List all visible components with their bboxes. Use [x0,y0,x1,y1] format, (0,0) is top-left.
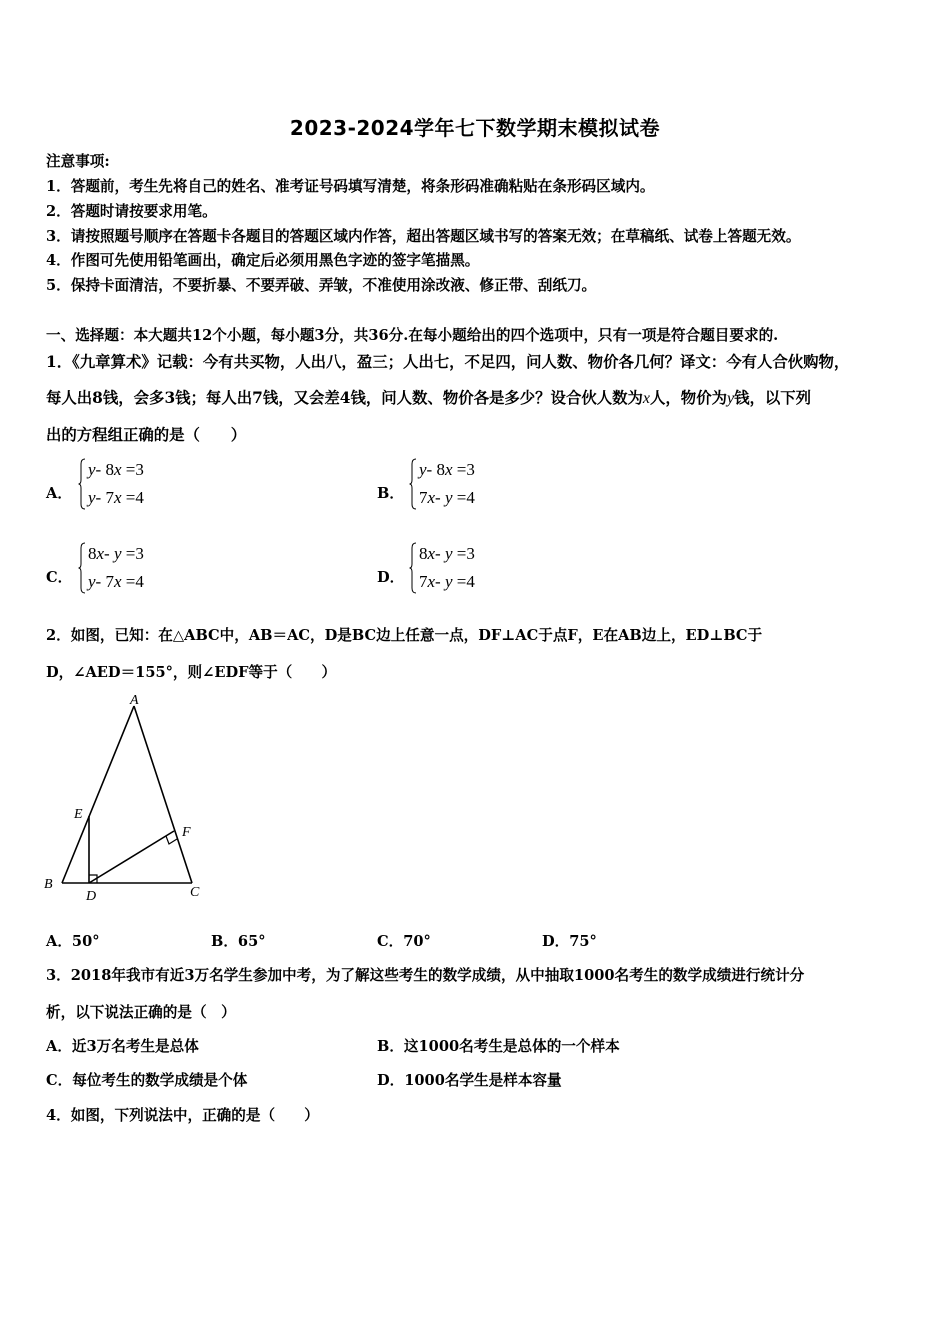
q3-stem-line2: 析，以下说法正确的是（ ） [46,1004,236,1021]
q1-option-a-system[interactable] [78,456,198,512]
q1-option-c-system[interactable] [78,540,198,596]
point-label-f: F [182,825,191,840]
equation: 7x- y =4 [419,572,475,591]
q2-option-b[interactable]: B．65° [211,933,266,950]
notice-item: 5．保持卡面清洁，不要折暴、不要弄破、弄皱，不准使用涂改液、修正带、刮纸刀。 [46,277,597,294]
q1-stem-line2 [46,388,811,409]
q2-stem-line1: 2．如图，已知：在△ABC中，AB＝AC，D是BC边上任意一点，DF⊥AC于点F，E在AB边上，ED⊥BC于 [46,627,763,644]
brace-icon [409,542,417,594]
point-label-c: C [190,885,200,900]
q1-option-d-system[interactable] [409,540,529,596]
equation: 8x- y =3 [88,544,144,563]
q1-text: 每人出8钱，会多3钱；每人出7钱，又会差4钱，问人数、物价各是多少？设合伙人数为 [46,389,643,407]
q2-triangle-figure [40,692,220,912]
q3-stem-line1: 3．2018年我市有近3万名学生参加中考，为了解这些考生的数学成绩，从中抽取1000名考生的数学成绩进行统计分 [46,967,805,984]
brace-icon [409,458,417,510]
q1-option-b-system[interactable] [409,456,529,512]
point-label-b: B [44,877,53,892]
q1-option-d-label[interactable]: D． [377,569,405,586]
equation: y- 8x =3 [88,460,144,479]
page-title: 2023-2024学年七下数学期末模拟试卷 [289,116,661,140]
section-heading: 一、选择题：本大题共12个小题，每小题3分，共36分.在每小题给出的四个选项中，只有一项是符合题目要求的. [46,327,779,344]
q4-stem-line1: 4．如图，下列说法中，正确的是（ ） [46,1107,319,1124]
q1-var-x: x [642,390,651,407]
q1-option-b-label[interactable]: B． [377,485,404,502]
notice-item: 2．答题时请按要求用笔。 [46,203,217,220]
point-label-e: E [74,807,83,822]
notice-item: 1．答题前，考生先将自己的姓名、准考证号码填写清楚，将条形码准确粘贴在条形码区域内。 [46,178,655,195]
q2-option-d[interactable]: D．75° [542,933,597,950]
equation: y- 7x =4 [88,488,144,507]
equation: y- 8x =3 [419,460,475,479]
segment-ab [62,706,134,883]
right-angle-f [166,836,177,844]
segment-df [89,831,174,883]
brace-icon [78,458,86,510]
q2-option-a[interactable]: A．50° [46,933,100,950]
notice-item: 3．请按照题号顺序在答题卡各题目的答题区域内作答，超出答题区域书写的答案无效；在草稿纸、试卷上答题无效。 [46,228,801,245]
q1-stem-line3: 出的方程组正确的是（ ） [46,426,247,444]
q3-option-d[interactable]: D．1000名学生是样本容量 [377,1072,562,1089]
q1-var-y: y [726,390,735,407]
q1-text: 钱，以下列 [734,389,812,407]
notice-item: 4．作图可先使用铅笔画出，确定后必须用黑色字迹的签字笔描黑。 [46,252,480,269]
q2-stem-line2: D，∠AED＝155°，则∠EDF等于（ ） [46,664,337,681]
q2-option-c[interactable]: C．70° [377,933,431,950]
q1-option-c-label[interactable]: C． [46,569,73,586]
equation: y- 7x =4 [88,572,144,591]
q3-option-c[interactable]: C．每位考生的数学成绩是个体 [46,1072,248,1089]
point-label-a: A [130,693,139,708]
brace-icon [78,542,86,594]
q3-option-b[interactable]: B．这1000名考生是总体的一个样本 [377,1038,620,1055]
notice-heading: 注意事项: [46,153,110,170]
equation: 8x- y =3 [419,544,475,563]
q1-stem-line1: 1．《九章算术》记载：今有共买物，人出八，盈三；人出七，不足四，问人数、物价各几何？译文：今有人合伙购物， [46,353,850,371]
q1-text: 人，物价为 [650,389,727,407]
q1-option-a-label[interactable]: A． [46,485,72,502]
point-label-d: D [86,889,97,904]
q3-option-a[interactable]: A．近3万名考生是总体 [46,1038,199,1055]
equation: 7x- y =4 [419,488,475,507]
segment-ac [134,706,192,883]
